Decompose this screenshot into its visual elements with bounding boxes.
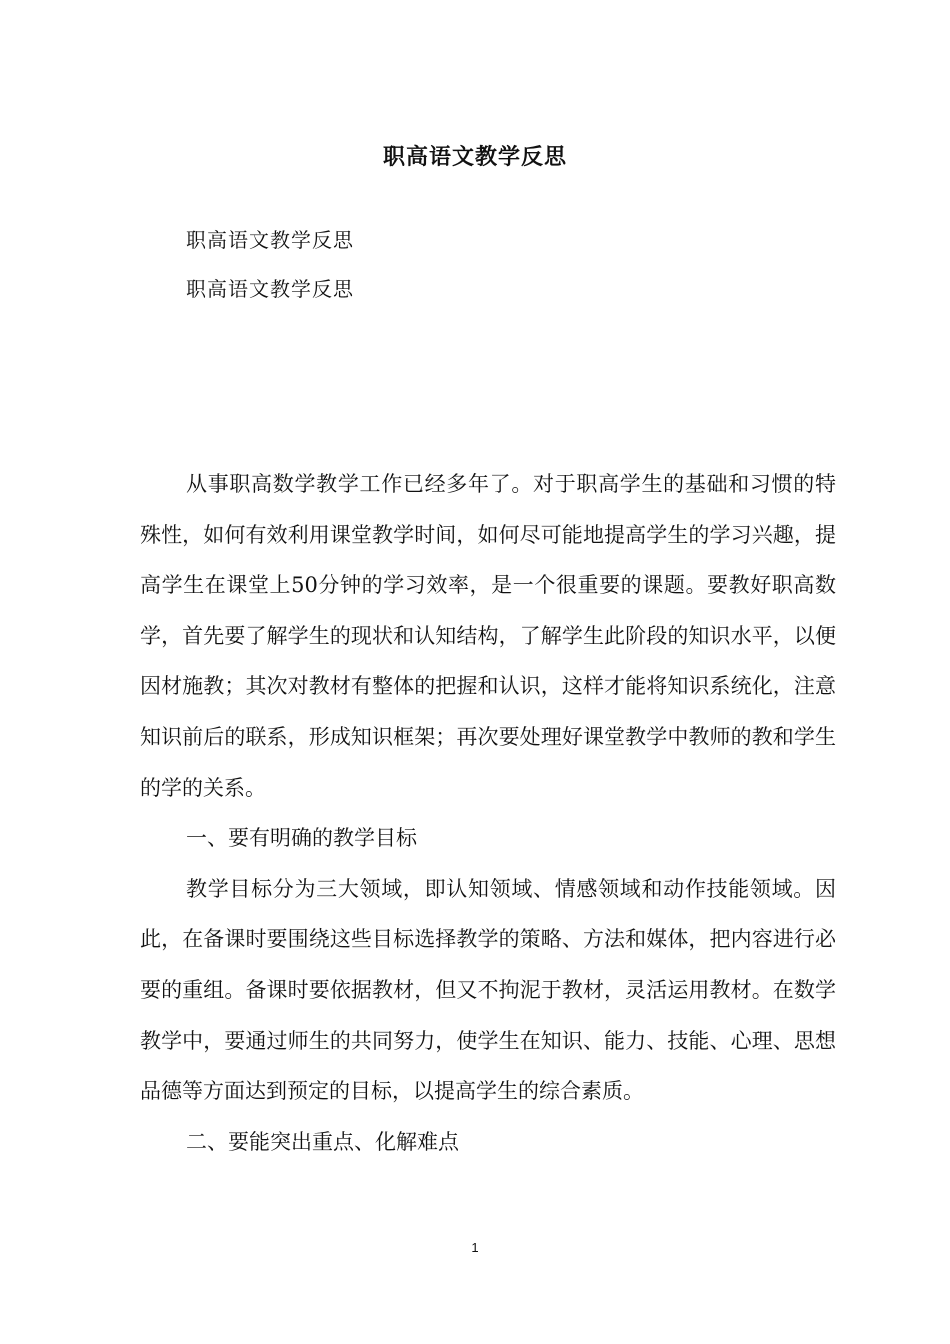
section-heading-2: 二、要能突出重点、化解难点 [186,1129,459,1154]
document-title: 职高语文教学反思 [382,145,567,170]
page-number: 1 [471,1240,479,1255]
paragraph-teaching-goals: 教学目标分为三大领域，即认知领域、情感领域和动作技能领域。因此，在备课时要围绕这些目标选择教学的策略、方法和媒体，把内容进行必要的重组。备课时要依据教材，但又不拘泥于教材，灵活运用教材。在数学教学中，要通过师生的共同努力，使学生在知识、能力、技能、心理、思想品德等方面达到预定的目标，以提高学生的综合素质。 [140,876,836,1104]
section-heading-1: 一、要有明确的教学目标 [186,826,417,851]
document-body [140,459,836,1167]
paragraph-intro: 从事职高数学教学工作已经多年了。对于职高学生的基础和习惯的特殊性，如何有效利用课堂教学时间，如何尽可能地提高学生的学习兴趣，提高学生在课堂上50分钟的学习效率，是一个很重要的课题。要教好职高数学，首先要了解学生的现状和认知结构，了解学生此阶段的知识水平，以便因材施教；其次对教材有整体的把握和认识，这样才能将知识系统化，注意知识前后的联系，形成知识框架；再次要处理好课堂教学中教师的教和学生的学的关系。 [140,472,836,800]
subtitle-line-2: 职高语文教学反思 [186,277,354,301]
subtitle-line-1: 职高语文教学反思 [186,228,354,252]
